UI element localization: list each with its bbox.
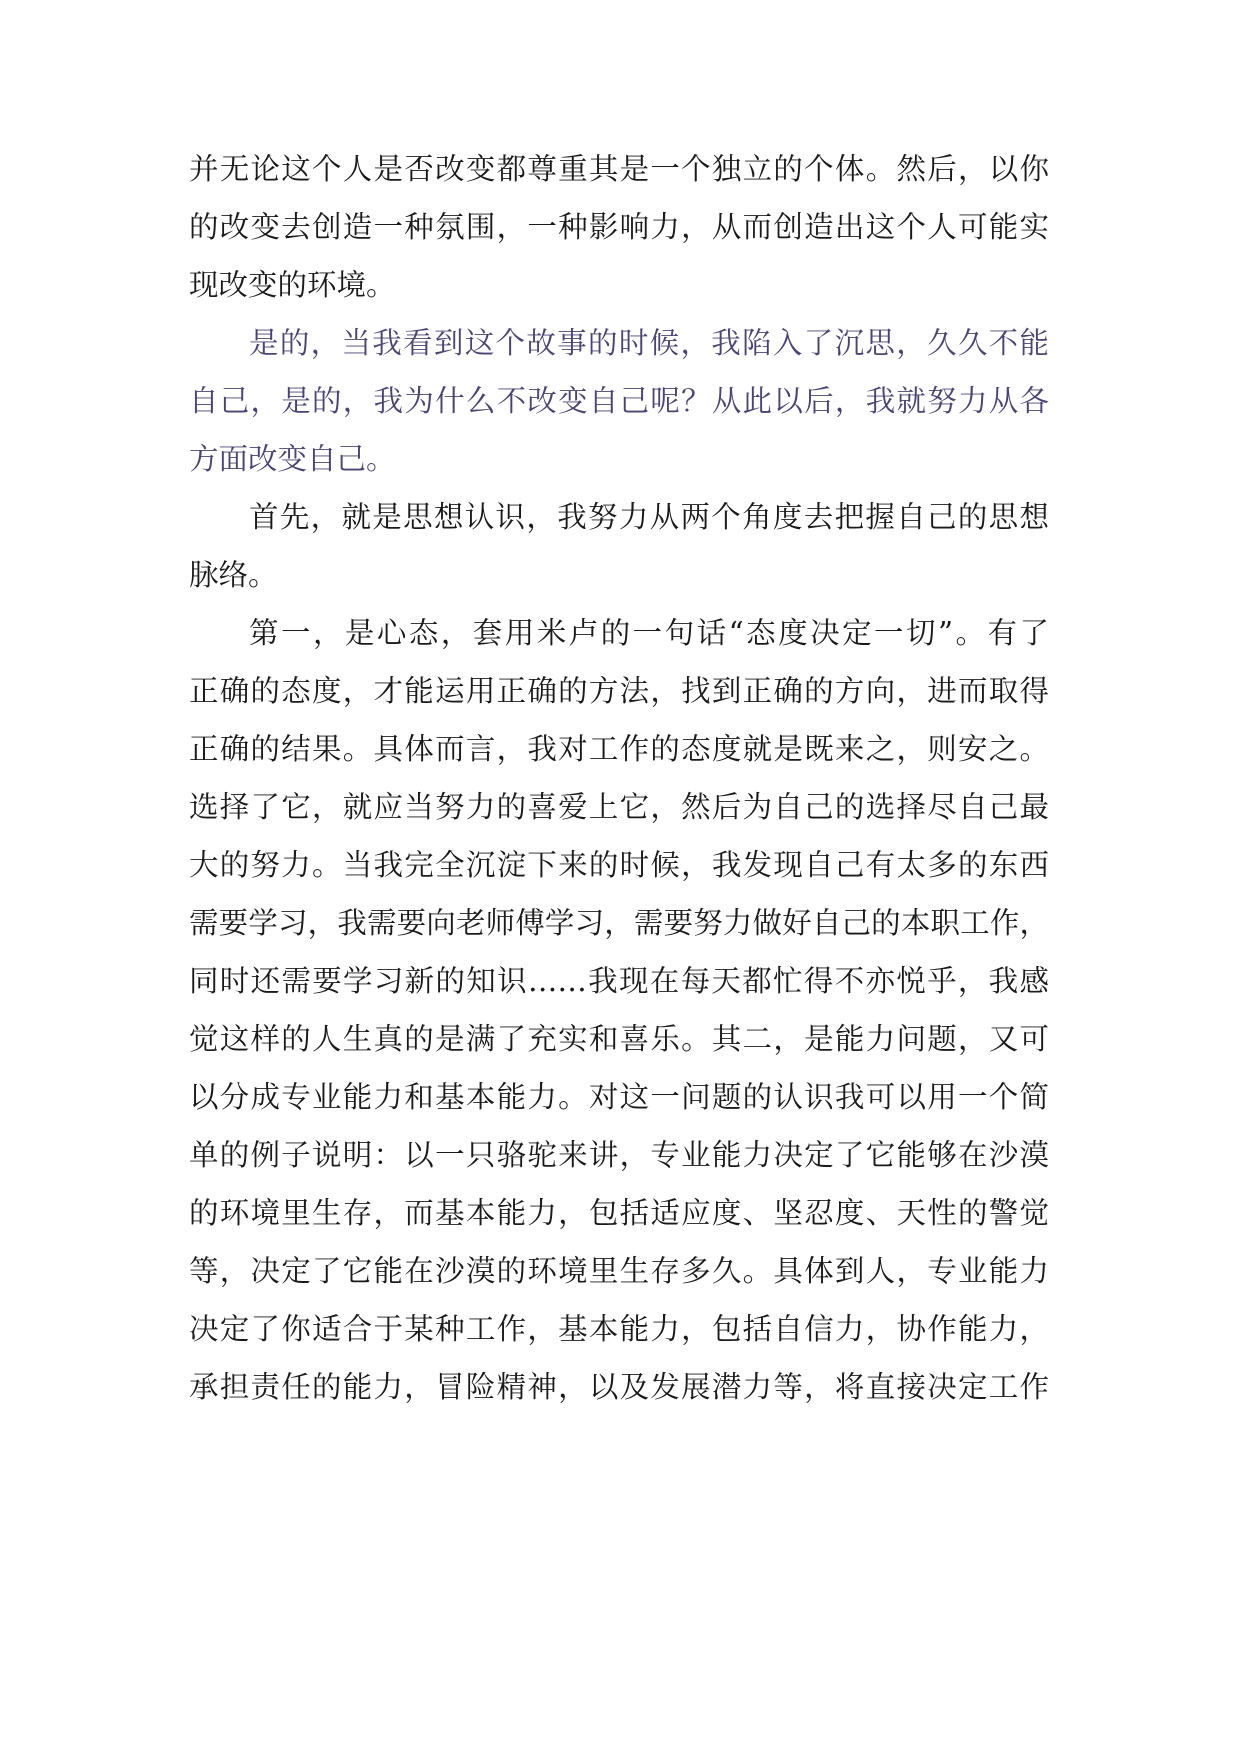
p1-line-1: 并无论这个人是否改变都尊重其是一个独立的个体。然后，以你 [189,152,1049,186]
p2-line-1: 是的，当我看到这个故事的时候，我陷入了沉思，久久不能 [249,326,1049,360]
p4-line-1: 第一，是心态，套用米卢的一句话“态度决定一切”。有了 [249,616,1049,650]
p4-line-4: 选择了它，就应当努力的喜爱上它，然后为自己的选择尽自己最 [189,790,1049,824]
p4-line-7: 同时还需要学习新的知识……我现在每天都忙得不亦悦乎，我感 [189,964,1049,998]
p2-line-2: 自己，是的，我为什么不改变自己呢？从此以后，我就努力从各 [189,384,1049,418]
p2-line-3: 方面改变自己。 [189,442,396,476]
p4-line-13: 决定了你适合于某种工作，基本能力，包括自信力，协作能力， [189,1312,1049,1346]
p3-line-2: 脉络。 [189,558,278,592]
p4-line-10: 单的例子说明：以一只骆驼来讲，专业能力决定了它能够在沙漠 [189,1138,1049,1172]
p4-line-12: 等，决定了它能在沙漠的环境里生存多久。具体到人，专业能力 [189,1254,1049,1288]
p4-line-8: 觉这样的人生真的是满了充实和喜乐。其二，是能力问题，又可 [189,1022,1049,1056]
p3-line-1: 首先，就是思想认识，我努力从两个角度去把握自己的思想 [249,500,1049,534]
p4-line-2: 正确的态度，才能运用正确的方法，找到正确的方向，进而取得 [189,674,1049,708]
p4-line-9: 以分成专业能力和基本能力。对这一问题的认识我可以用一个简 [189,1080,1049,1114]
p4-line-3: 正确的结果。具体而言，我对工作的态度就是既来之，则安之。 [189,732,1049,766]
p1-line-3: 现改变的环境。 [189,268,396,302]
p1-line-2: 的改变去创造一种氛围，一种影响力，从而创造出这个人可能实 [189,210,1049,244]
p4-line-5: 大的努力。当我完全沉淀下来的时候，我发现自己有太多的东西 [189,848,1049,882]
p4-line-11: 的环境里生存，而基本能力，包括适应度、坚忍度、天性的警觉 [189,1196,1049,1230]
p4-line-14: 承担责任的能力，冒险精神，以及发展潜力等，将直接决定工作 [189,1370,1049,1404]
p4-line-6: 需要学习，我需要向老师傅学习，需要努力做好自己的本职工作， [189,906,1049,940]
